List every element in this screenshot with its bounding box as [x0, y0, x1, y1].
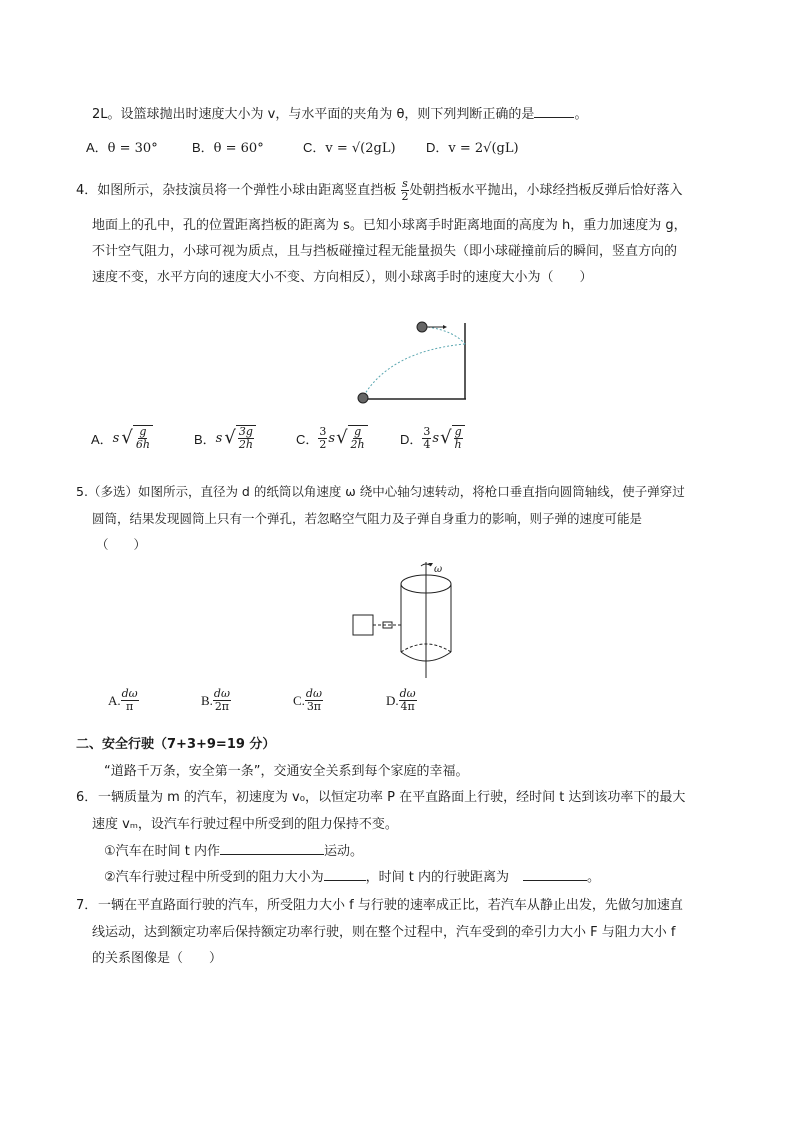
q4-option-b[interactable]: [194, 425, 256, 451]
q3-option-c[interactable]: [303, 137, 396, 156]
frac-num: s: [402, 177, 408, 190]
option-label: C．: [303, 140, 326, 155]
q7-line-2: 线运动，达到额定功率后保持额定功率行驶，则在整个过程中，汽车受到的牵引力大小 F 与阻力大小 f: [92, 925, 676, 940]
option-text: θ = 60°: [213, 141, 264, 156]
option-frac: [305, 688, 323, 713]
q3-answer-blank[interactable]: [534, 105, 574, 118]
q4-option-a[interactable]: [91, 425, 153, 451]
radicand: [454, 426, 463, 451]
q5-figure: [345, 560, 475, 680]
option-label: A．: [86, 140, 108, 155]
sqrt: √ $\frac{3g}{2h}$: [224, 425, 256, 451]
frac-num: dω: [213, 687, 230, 700]
trajectory-after: [363, 344, 465, 397]
q6-line-2: 速度 vₘ，设汽车行驶过程中所受到的阻力保持不变。: [92, 817, 398, 832]
option-label: A．: [91, 431, 113, 447]
option-frac: [121, 688, 139, 713]
ball-start: [417, 322, 427, 332]
q6-sub-1: [104, 840, 363, 859]
q5-line-3: （ ）: [96, 537, 147, 552]
option-frac: [399, 688, 417, 713]
option-label: D．: [426, 140, 449, 155]
option-text: v = 2√(gL): [448, 141, 519, 156]
q6-sub2-mid: ，时间 t 内的行驶距离为: [365, 870, 510, 885]
q4-line-1: [76, 178, 682, 203]
sqrt: √ $\frac{g}{h}$: [440, 425, 465, 451]
q5-line-1: [76, 482, 685, 500]
frac-den: 3π: [306, 700, 322, 713]
radicand: [135, 426, 151, 451]
q6-blank-1[interactable]: [220, 842, 324, 855]
option-pre: s: [112, 430, 120, 446]
q3-option-d[interactable]: [426, 137, 519, 156]
section-2-intro: “道路千万条，安全第一条”，交通安全关系到每个家庭的幸福。: [104, 764, 469, 779]
frac-den: π: [126, 700, 134, 713]
option-frac: [213, 688, 231, 713]
frac-den: 2: [401, 190, 409, 203]
rad-num: g: [454, 425, 462, 438]
q4-number: 4．: [76, 183, 98, 198]
option-label: B．: [194, 431, 216, 447]
q6-sub2-text: ②汽车行驶过程中所受到的阻力大小为: [104, 870, 324, 885]
q7-text: 一辆在平直路面行驶的汽车，所受阻力大小 f 与行驶的速率成正比，若汽车从静止出发，先做匀加速直: [98, 898, 683, 913]
coef-den: 2: [319, 437, 327, 451]
gun-box: [353, 615, 373, 635]
option-label: A.: [108, 692, 121, 708]
q3-stem-line: [92, 103, 587, 122]
q3-option-b[interactable]: [192, 137, 264, 156]
q4-text: 如图所示，杂技演员将一个弹性小球由距离竖直挡板: [97, 183, 397, 198]
q6-blank-3[interactable]: [523, 868, 587, 881]
coef: [422, 426, 431, 451]
rad-num: g: [354, 425, 362, 438]
q4-line-4: 速度不变，水平方向的速度大小不变、方向相反），则小球离手时的速度大小为（ ）: [92, 270, 593, 285]
q5-option-b[interactable]: [201, 688, 231, 713]
q4-line-2: 地面上的孔中，孔的位置距离挡板的距离为 s。已知小球离手时距离地面的高度为 h，重力加速度为 g，: [92, 218, 687, 233]
q3-stem-text: 2L。设篮球抛出时速度大小为 v，与水平面的夹角为 θ，则下列判断正确的是: [92, 107, 535, 122]
option-text: v = √(2gL): [325, 141, 396, 156]
q5-line-2: 圆筒，结果发现圆筒上只有一个弹孔，若忽略空气阻力及子弹自身重力的影响，则子弹的速度可能是: [92, 511, 643, 526]
q4-option-c[interactable]: [296, 425, 368, 451]
option-text: θ = 30°: [107, 141, 158, 156]
omega-label: ω: [434, 564, 443, 575]
q7-line-1: [76, 894, 683, 913]
q6-text: 一辆质量为 m 的汽车，初速度为 v₀，以恒定功率 P 在平直路面上行驶，经时间 t 达到该功率下的最大: [98, 790, 686, 805]
rad-den: h: [454, 438, 462, 451]
rad-num: 3g: [238, 425, 253, 438]
q4-text: 处朝挡板水平抛出，小球经挡板反弹后恰好落入: [409, 183, 683, 198]
radicand: [238, 426, 254, 451]
option-label: D．: [400, 431, 423, 447]
q6-sub2-end: 。: [587, 870, 601, 885]
coef: [318, 426, 327, 451]
option-label: C.: [293, 692, 305, 708]
sqrt: √ $\frac{g}{6h}$: [121, 425, 153, 451]
frac-den: 4π: [400, 700, 415, 713]
coef-num: 3: [319, 424, 327, 438]
rad-den: 6h: [135, 438, 150, 451]
option-label: B.: [201, 692, 213, 708]
q6-line-1: [76, 786, 685, 805]
q5-option-a[interactable]: [108, 688, 139, 713]
section-2-title: 二、安全行驶（7+3+9=19 分）: [76, 737, 276, 752]
q6-sub-2: [104, 866, 600, 885]
option-pre: s: [328, 430, 336, 446]
q6-sub1-text: ①汽车在时间 t 内作: [104, 844, 221, 859]
q3-option-a[interactable]: [86, 137, 158, 156]
frac-num: dω: [399, 687, 416, 700]
frac-num: dω: [121, 687, 138, 700]
sqrt: √ $\frac{g}{2h}$: [336, 425, 368, 451]
q5-option-c[interactable]: [293, 688, 323, 713]
rad-den: 2h: [350, 438, 365, 451]
q6-number: 6．: [76, 790, 98, 805]
q4-figure: [350, 315, 480, 410]
rad-den: 2h: [238, 438, 253, 451]
ball-end: [358, 393, 368, 403]
q3-stem-end: 。: [574, 107, 588, 122]
coef-num: 3: [423, 424, 431, 438]
q6-blank-2[interactable]: [324, 868, 366, 881]
q6-sub1-end: 运动。: [324, 844, 364, 859]
rad-num: g: [139, 425, 147, 438]
frac-num: dω: [305, 687, 322, 700]
option-label: B．: [192, 140, 214, 155]
q4-option-d[interactable]: [400, 425, 465, 451]
option-pre: s: [215, 430, 223, 446]
option-label: D.: [386, 692, 399, 708]
q7-number: 7．: [76, 898, 98, 913]
q5-option-d[interactable]: [386, 688, 417, 713]
option-pre: s: [432, 430, 440, 446]
trajectory-before: [428, 327, 465, 344]
coef-den: 4: [423, 437, 431, 451]
frac-den: 2π: [214, 700, 230, 713]
q5-number: 5.: [76, 484, 88, 499]
option-label: C．: [296, 431, 319, 447]
q7-line-3: 的关系图像是（ ）: [92, 951, 223, 966]
q4-line-3: 不计空气阻力，小球可视为质点，且与挡板碰撞过程无能量损失（即小球碰撞前后的瞬间，竖直方向的: [92, 244, 678, 259]
radicand: [350, 426, 366, 451]
q5-text: （多选）如图所示，直径为 d 的纸筒以角速度 ω 绕中心轴匀速转动，将枪口垂直指向圆筒轴线，使子弹穿过: [87, 484, 685, 499]
arrow-head: [443, 325, 447, 329]
